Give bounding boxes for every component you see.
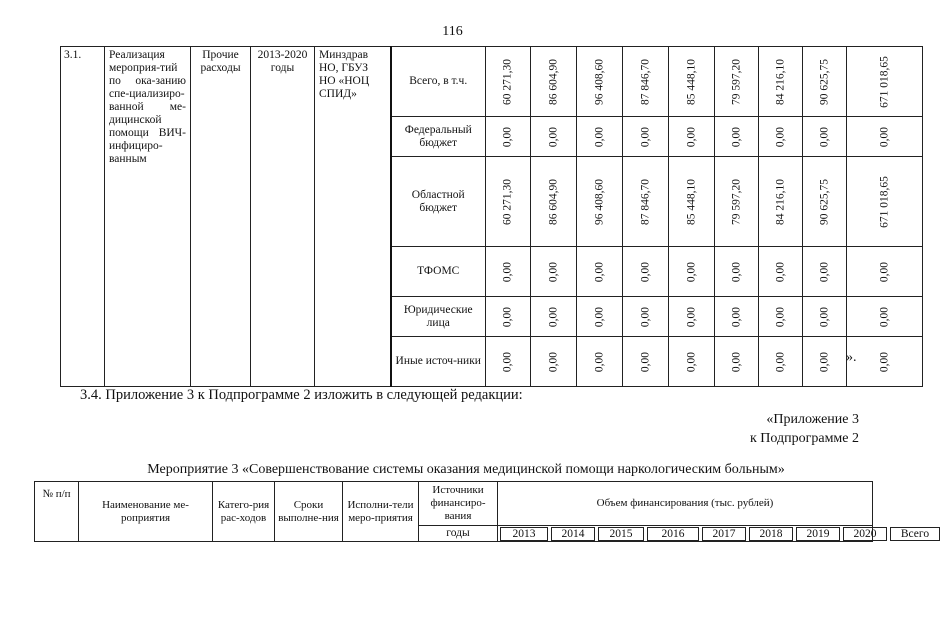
value-text: 0,00 bbox=[685, 126, 697, 147]
value-cell bbox=[715, 47, 759, 117]
closing-quote: ». bbox=[846, 350, 857, 365]
year-2013: 2013 bbox=[500, 527, 548, 541]
year-Всего: Всего bbox=[890, 527, 940, 541]
value-cell bbox=[759, 337, 803, 387]
value-text: 0,00 bbox=[593, 261, 605, 282]
year-2017: 2017 bbox=[702, 527, 746, 541]
value-cell bbox=[669, 337, 715, 387]
value-cell bbox=[486, 117, 531, 157]
value-text: 0,00 bbox=[730, 126, 742, 147]
value-cell bbox=[531, 117, 577, 157]
value-cell bbox=[847, 157, 923, 247]
value-cell bbox=[803, 297, 847, 337]
header-number: № п/п bbox=[35, 482, 79, 542]
value-cell bbox=[759, 297, 803, 337]
value-text: 0,00 bbox=[685, 261, 697, 282]
value-text: 0,00 bbox=[774, 306, 786, 327]
appendix-line-1: «Приложение 3 bbox=[766, 412, 859, 427]
value-text: 87 846,70 bbox=[639, 58, 651, 105]
value-text: 0,00 bbox=[685, 306, 697, 327]
header-volume: Объем финансирования (тыс. рублей) bbox=[498, 482, 873, 526]
value-cell bbox=[669, 47, 715, 117]
row-number: 3.1. bbox=[61, 47, 105, 387]
value-cell bbox=[847, 297, 923, 337]
value-text: 671 018,65 bbox=[878, 55, 890, 108]
value-cell bbox=[803, 247, 847, 297]
value-text: 86 604,90 bbox=[547, 58, 559, 105]
value-text: 60 271,30 bbox=[501, 58, 514, 105]
value-text: 96 408,60 bbox=[593, 178, 605, 225]
value-cell bbox=[623, 247, 669, 297]
source-other-sources: Иные источ-ники bbox=[391, 337, 486, 387]
value-cell bbox=[531, 297, 577, 337]
header-period: Сроки выполне-ния bbox=[275, 482, 343, 542]
value-text: 0,00 bbox=[730, 351, 742, 372]
value-text: 0,00 bbox=[878, 126, 890, 147]
value-text: 0,00 bbox=[774, 126, 786, 147]
value-text: 84 216,10 bbox=[774, 58, 786, 105]
value-cell bbox=[486, 247, 531, 297]
value-cell bbox=[803, 47, 847, 117]
value-text: 0,00 bbox=[774, 351, 786, 372]
value-text: 0,00 bbox=[730, 261, 742, 282]
value-text: 0,00 bbox=[639, 351, 651, 372]
value-cell bbox=[847, 337, 923, 387]
value-text: 0,00 bbox=[878, 261, 890, 282]
period: 2013-2020 годы bbox=[251, 47, 315, 387]
value-cell bbox=[759, 117, 803, 157]
value-cell bbox=[847, 117, 923, 157]
value-text: 84 216,10 bbox=[774, 178, 786, 225]
value-cell bbox=[577, 47, 623, 117]
header-executors: Исполни-тели меро-приятия bbox=[343, 482, 419, 542]
value-text: 0,00 bbox=[818, 351, 830, 372]
value-cell bbox=[715, 337, 759, 387]
value-cell bbox=[669, 157, 715, 247]
value-text: 0,00 bbox=[547, 261, 559, 282]
value-text: 0,00 bbox=[730, 306, 742, 327]
value-cell bbox=[577, 157, 623, 247]
appendix-line-2: к Подпрограмме 2 bbox=[749, 431, 859, 446]
value-text: 671 018,65 bbox=[878, 175, 890, 228]
value-text: 0,00 bbox=[593, 306, 605, 327]
value-text: 0,00 bbox=[639, 306, 651, 327]
value-cell bbox=[669, 117, 715, 157]
value-text: 0,00 bbox=[818, 261, 830, 282]
value-text: 86 604,90 bbox=[547, 178, 559, 225]
value-text: 0,00 bbox=[878, 351, 890, 372]
source-tfoms: ТФОМС bbox=[391, 247, 486, 297]
value-text: 0,00 bbox=[685, 351, 697, 372]
value-text: 85 448,10 bbox=[685, 178, 697, 225]
value-text: 85 448,10 bbox=[685, 58, 697, 105]
value-cell bbox=[531, 47, 577, 117]
value-text: 87 846,70 bbox=[639, 178, 651, 225]
value-text: 96 408,60 bbox=[593, 58, 605, 105]
measure-name: Реализация мероприя-тий по ока-занию спе-циализиро-ванной ме-дицинской помощи ВИЧ-инфициро-ванным bbox=[105, 47, 191, 387]
year-2016: 2016 bbox=[647, 527, 699, 541]
value-text: 0,00 bbox=[501, 126, 514, 147]
value-cell bbox=[803, 337, 847, 387]
instruction-text: 3.4. Приложение 3 к Подпрограмме 2 изложить в следующей редакции: bbox=[80, 387, 523, 403]
source-federal: Федеральный бюджет bbox=[391, 117, 486, 157]
year-2020: 2020 bbox=[843, 527, 887, 541]
value-cell bbox=[623, 47, 669, 117]
value-cell bbox=[759, 157, 803, 247]
funding-table-header bbox=[34, 481, 930, 542]
value-text: 0,00 bbox=[818, 126, 830, 147]
value-cell bbox=[847, 47, 923, 117]
header-years-label: годы bbox=[419, 526, 498, 542]
value-text: 0,00 bbox=[818, 306, 830, 327]
value-text: 0,00 bbox=[501, 351, 514, 372]
executors: Минздрав НО, ГБУЗ НО «НОЦ СПИД» bbox=[315, 47, 391, 387]
value-cell bbox=[715, 117, 759, 157]
value-text: 90 625,75 bbox=[818, 178, 830, 225]
header-name: Наименование ме-роприятия bbox=[79, 482, 213, 542]
value-cell bbox=[486, 47, 531, 117]
value-text: 0,00 bbox=[774, 261, 786, 282]
value-cell bbox=[577, 297, 623, 337]
value-cell bbox=[486, 297, 531, 337]
value-text: 0,00 bbox=[639, 126, 651, 147]
value-cell bbox=[715, 157, 759, 247]
source-legal-entities: Юридические лица bbox=[391, 297, 486, 337]
value-text: 0,00 bbox=[547, 126, 559, 147]
value-cell bbox=[531, 247, 577, 297]
value-cell bbox=[486, 337, 531, 387]
source-total: Всего, в т.ч. bbox=[391, 47, 486, 117]
value-cell bbox=[623, 157, 669, 247]
value-cell bbox=[669, 297, 715, 337]
value-text: 60 271,30 bbox=[501, 178, 514, 225]
year-2018: 2018 bbox=[749, 527, 793, 541]
value-text: 0,00 bbox=[547, 306, 559, 327]
value-cell bbox=[759, 47, 803, 117]
value-cell bbox=[577, 247, 623, 297]
value-cell bbox=[847, 247, 923, 297]
appendix-reference bbox=[750, 410, 859, 448]
value-text: 79 597,20 bbox=[730, 178, 742, 225]
value-text: 0,00 bbox=[501, 306, 514, 327]
value-cell bbox=[531, 157, 577, 247]
value-cell bbox=[623, 337, 669, 387]
value-cell bbox=[577, 117, 623, 157]
value-cell bbox=[669, 247, 715, 297]
measure-title: Мероприятие 3 «Совершенствование системы оказания медицинской помощи наркологическим больным» bbox=[147, 462, 785, 477]
year-2019: 2019 bbox=[796, 527, 840, 541]
value-cell bbox=[577, 337, 623, 387]
value-cell bbox=[531, 337, 577, 387]
value-cell bbox=[623, 297, 669, 337]
value-cell bbox=[759, 247, 803, 297]
source-regional: Областной бюджет bbox=[391, 157, 486, 247]
page-number: 116 bbox=[442, 24, 463, 39]
value-text: 0,00 bbox=[639, 261, 651, 282]
years-row bbox=[500, 527, 930, 541]
value-text: 79 597,20 bbox=[730, 58, 742, 105]
value-cell bbox=[715, 247, 759, 297]
value-text: 0,00 bbox=[878, 306, 890, 327]
value-text: 0,00 bbox=[593, 126, 605, 147]
header-sources: Источники финансиро-вания bbox=[419, 482, 498, 526]
value-text: 90 625,75 bbox=[818, 58, 830, 105]
year-2014: 2014 bbox=[551, 527, 595, 541]
value-cell bbox=[803, 157, 847, 247]
value-text: 0,00 bbox=[547, 351, 559, 372]
value-cell bbox=[803, 117, 847, 157]
expense-category: Прочие расходы bbox=[191, 47, 251, 387]
value-text: 0,00 bbox=[593, 351, 605, 372]
funding-table-3-1 bbox=[60, 46, 923, 387]
value-cell bbox=[715, 297, 759, 337]
header-category: Катего-рия рас-ходов bbox=[213, 482, 275, 542]
value-text: 0,00 bbox=[501, 261, 514, 282]
value-cell bbox=[623, 117, 669, 157]
value-cell bbox=[486, 157, 531, 247]
year-2015: 2015 bbox=[598, 527, 644, 541]
